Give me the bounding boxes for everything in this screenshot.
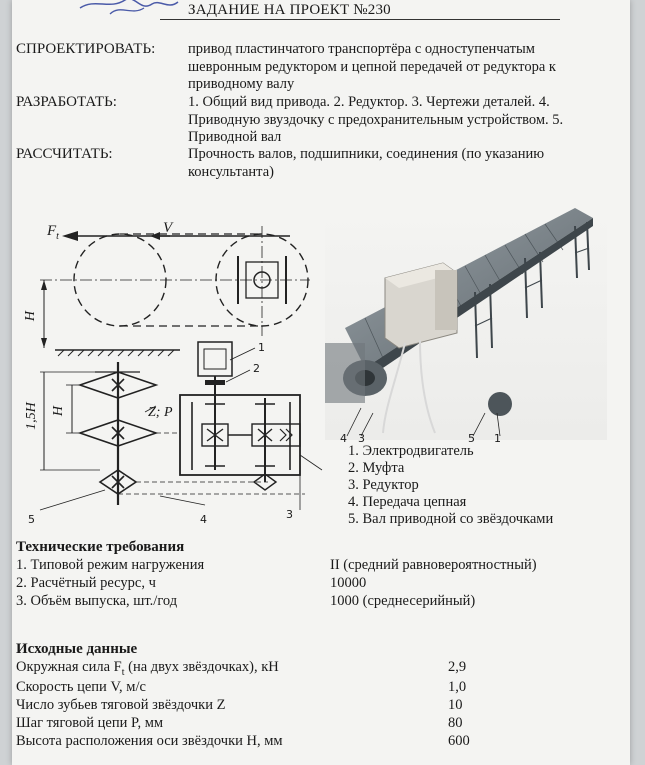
photo-callout-5: 5 [468, 432, 475, 445]
callout-5: 5 [28, 513, 35, 526]
task-design-text: привод пластинчатого транспортёра с одноступенчатым шевронным редуктором и цепной передачей от редуктора к приводному валу [188, 41, 556, 92]
input-heading: Исходные данные [16, 641, 138, 657]
h-dimension-label: H [23, 310, 39, 322]
h2-dimension-label: H [51, 405, 67, 417]
photo-callout-4: 4 [340, 432, 347, 445]
task-calculate-label: РАССЧИТАТЬ: [16, 146, 113, 162]
input-row-1-value: 2,9 [448, 659, 467, 675]
input-row-4-value: 80 [448, 715, 463, 731]
input-row-2-label: Скорость цепи V, м/с [16, 679, 146, 695]
tech-row-1-label: 1. Типовой режим нагружения [16, 557, 205, 573]
input-row-5-value: 600 [448, 733, 470, 749]
photo-callout-3: 3 [358, 432, 365, 445]
task-develop-text: 1. Общий вид привода. 2. Редуктор. 3. Чертежи деталей. 4. Приводную звуздочку с предохранительным устройством. 5. Приводной вал [188, 94, 564, 145]
photo-callout-1: 1 [494, 432, 501, 445]
legend-item-2: 2. Муфта [348, 460, 405, 476]
legend-item-3: 3. Редуктор [348, 477, 419, 493]
tech-row-2-label: 2. Расчётный ресурс, ч [16, 575, 156, 591]
tech-row-1-value: II (средний равновероятностный) [330, 557, 537, 573]
callout-1: 1 [258, 341, 265, 354]
tech-row-3-label: 3. Объём выпуска, шт./год [16, 593, 178, 609]
h15-dimension-label: 1,5H [23, 402, 39, 430]
force-label: $F_t$ [47, 223, 59, 242]
callout-2: 2 [253, 362, 260, 375]
callout-3: 3 [286, 508, 293, 521]
tech-row-3-value: 1000 (среднесерийный) [330, 593, 476, 609]
conveyor-photo [325, 208, 607, 440]
input-row-1-label: Окружная сила $F_t$ (на двух звёздочках), кН [16, 659, 279, 678]
input-row-3-value: 10 [448, 697, 463, 713]
zp-label: Z; P [148, 405, 173, 420]
drive-scheme-diagram [0, 0, 330, 530]
legend-item-4: 4. Передача цепная [348, 494, 467, 510]
tech-heading: Технические требования [16, 539, 185, 555]
task-develop-label: РАЗРАБОТАТЬ: [16, 94, 117, 110]
input-row-3-label: Число зубьев тяговой звёздочки Z [16, 697, 226, 713]
task-design-label: СПРОЕКТИРОВАТЬ: [16, 41, 156, 57]
velocity-label: V [163, 220, 173, 236]
legend-item-5: 5. Вал приводной со звёздочками [348, 511, 554, 527]
tech-row-2-value: 10000 [330, 575, 367, 591]
input-row-2-value: 1,0 [448, 679, 467, 695]
callout-4: 4 [200, 513, 207, 526]
legend-item-1: 1. Электродвигатель [348, 443, 474, 459]
input-row-4-label: Шаг тяговой цепи P, мм [16, 715, 164, 731]
task-calculate-text: Прочность валов, подшипники, соединения (по указанию консультанта) [188, 146, 545, 180]
input-row-5-label: Высота расположения оси звёздочки H, мм [16, 733, 283, 749]
page-title: ЗАДАНИЕ НА ПРОЕКТ №230 [188, 2, 391, 18]
